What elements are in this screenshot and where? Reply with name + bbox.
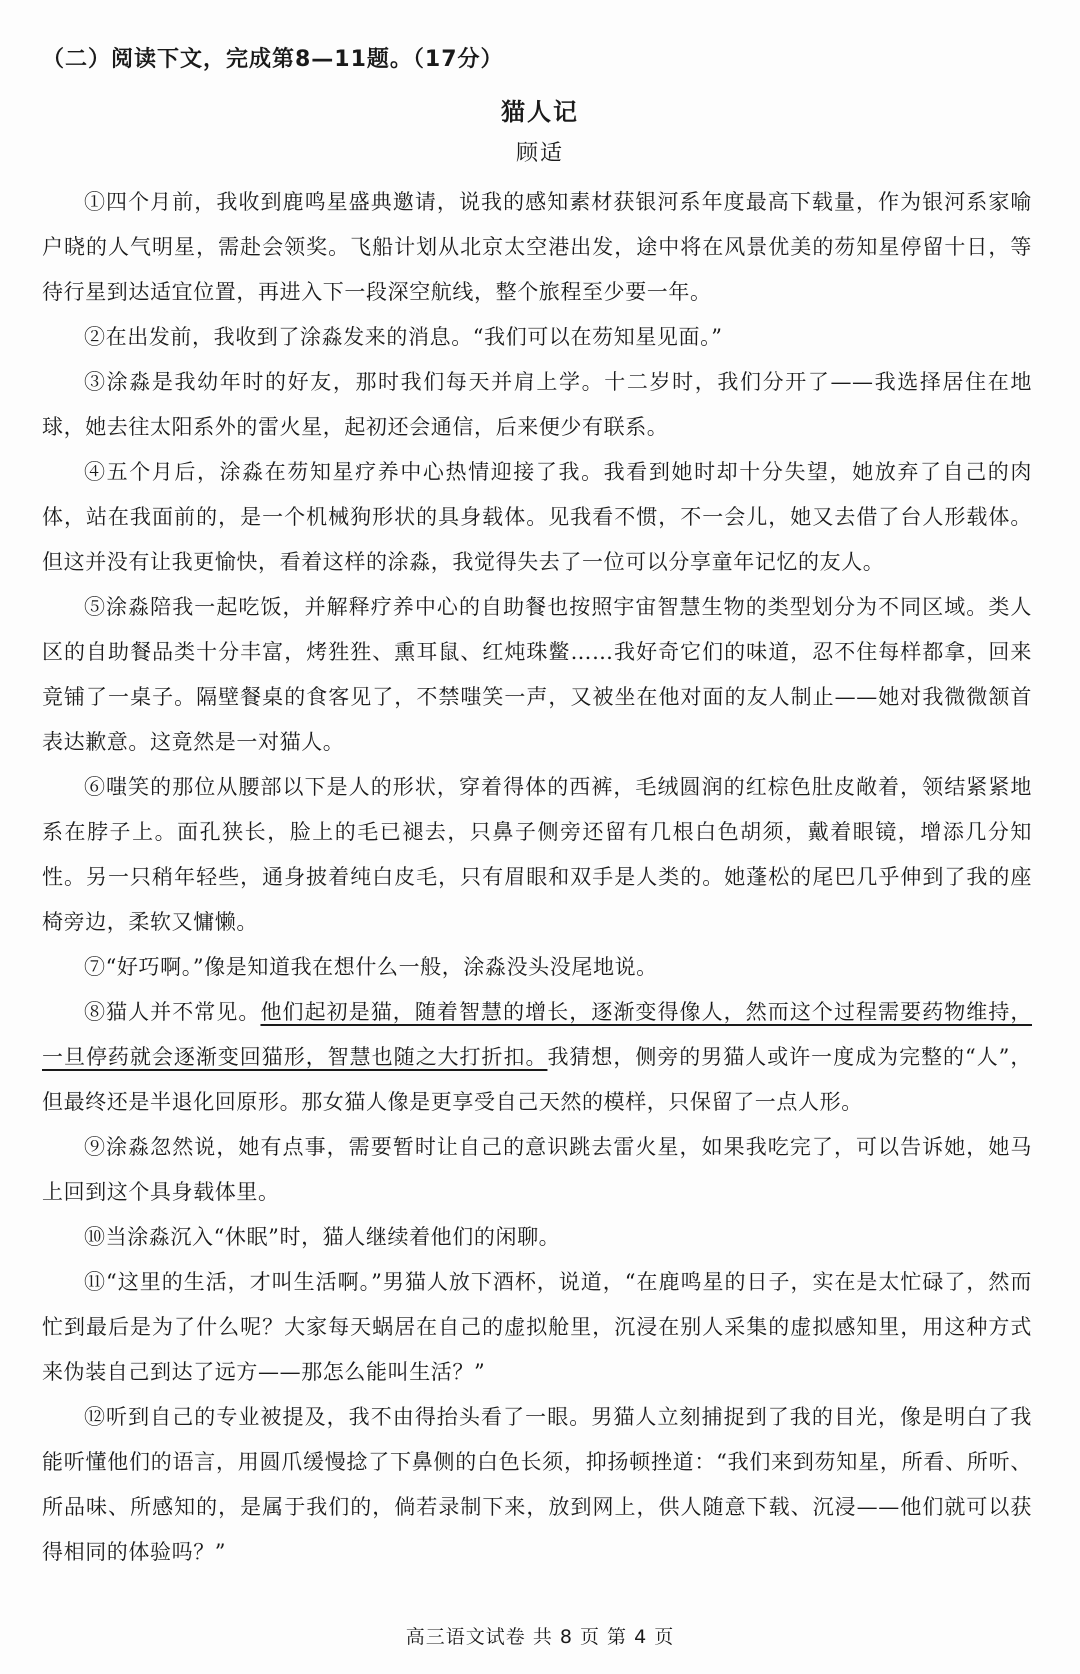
page-footer: 高三语文试卷 共 8 页 第 4 页 <box>405 1626 675 1648</box>
paragraph-1: ①四个月前，我收到鹿鸣星盛典邀请，说我的感知素材获银河系年度最高下载量，作为银河系家喻户晓的人气明星，需赴会领奖。飞船计划从北京太空港出发，途中将在风景优美的芴知星停留十日，等待行星到达适宜位置，再进入下一段深空航线，整个旅程至少要一年。 <box>42 190 1032 304</box>
paragraph-9: ⑨涂淼忽然说，她有点事，需要暂时让自己的意识跳去雷火星，如果我吃完了，可以告诉她，她马上回到这个具身载体里。 <box>42 1135 1032 1204</box>
paragraph-8 <box>42 990 1032 1125</box>
underlined-sentence: 他们起初是猫，随着智慧的增长，逐渐变得像人，然而这个过程需要药物维持，一旦停药就会逐渐变回猫形，智慧也随之大打折扣。 <box>42 1000 1032 1069</box>
section-header: （二）阅读下文，完成第8—11题。（17分） <box>42 47 504 72</box>
paragraph-8-rest: 我猜想，侧旁的男猫人或许一度成为完整的“人”，但最终还是半退化回原形。那女猫人像是更享受自己天然的模样，只保留了一点人形。 <box>42 1045 1032 1114</box>
article-body <box>42 180 1032 1575</box>
article-title: 猫人记 <box>501 98 579 126</box>
paragraph-5: ⑤涂淼陪我一起吃饭，并解释疗养中心的自助餐也按照宇宙智慧生物的类型划分为不同区域。类人区的自助餐品类十分丰富，烤狌狌、熏耳鼠、红炖珠鳖……我好奇它们的味道，忍不住每样都拿，回来竟铺了一桌子。隔壁餐桌的食客见了，不禁嗤笑一声，又被坐在他对面的友人制止——她对我微微颔首表达歉意。这竟然是一对猫人。 <box>42 595 1032 754</box>
paragraph-8-lead: ⑧猫人并不常见。 <box>84 1000 261 1024</box>
paragraph-4: ④五个月后，涂淼在芴知星疗养中心热情迎接了我。我看到她时却十分失望，她放弃了自己的肉体，站在我面前的，是一个机械狗形状的具身载体。见我看不惯，不一会儿，她又去借了台人形载体。但这并没有让我更愉快，看着这样的涂淼，我觉得失去了一位可以分享童年记忆的友人。 <box>42 460 1032 574</box>
paragraph-11: ⑪“这里的生活，才叫生活啊。”男猫人放下酒杯，说道，“在鹿鸣星的日子，实在是太忙碌了，然而忙到最后是为了什么呢？大家每天蜗居在自己的虚拟舱里，沉浸在别人采集的虚拟感知里，用这种方式来伪装自己到达了远方——那怎么能叫生活？” <box>42 1270 1032 1384</box>
paragraph-12: ⑫听到自己的专业被提及，我不由得抬头看了一眼。男猫人立刻捕捉到了我的目光，像是明白了我能听懂他们的语言，用圆爪缓慢捻了下鼻侧的白色长须，抑扬顿挫道：“我们来到芴知星，所看、所听、所品味、所感知的，是属于我们的，倘若录制下来，放到网上，供人随意下载、沉浸——他们就可以获得相同的体验吗？” <box>42 1405 1032 1564</box>
paragraph-6: ⑥嗤笑的那位从腰部以下是人的形状，穿着得体的西裤，毛绒圆润的红棕色肚皮敞着，领结紧紧地系在脖子上。面孔狭长，脸上的毛已褪去，只鼻子侧旁还留有几根白色胡须，戴着眼镜，增添几分知性。另一只稍年轻些，通身披着纯白皮毛，只有眉眼和双手是人类的。她蓬松的尾巴几乎伸到了我的座椅旁边，柔软又慵懒。 <box>42 775 1032 934</box>
paragraph-10: ⑩当涂淼沉入“休眠”时，猫人继续着他们的闲聊。 <box>84 1225 561 1249</box>
paragraph-3: ③涂淼是我幼年时的好友，那时我们每天并肩上学。十二岁时，我们分开了——我选择居住在地球，她去往太阳系外的雷火星，起初还会通信，后来便少有联系。 <box>42 370 1032 439</box>
paragraph-2: ②在出发前，我收到了涂淼发来的消息。“我们可以在芴知星见面。” <box>84 325 723 349</box>
paragraph-7: ⑦“好巧啊。”像是知道我在想什么一般，涂淼没头没尾地说。 <box>84 955 658 979</box>
article-author: 顾适 <box>515 141 564 166</box>
